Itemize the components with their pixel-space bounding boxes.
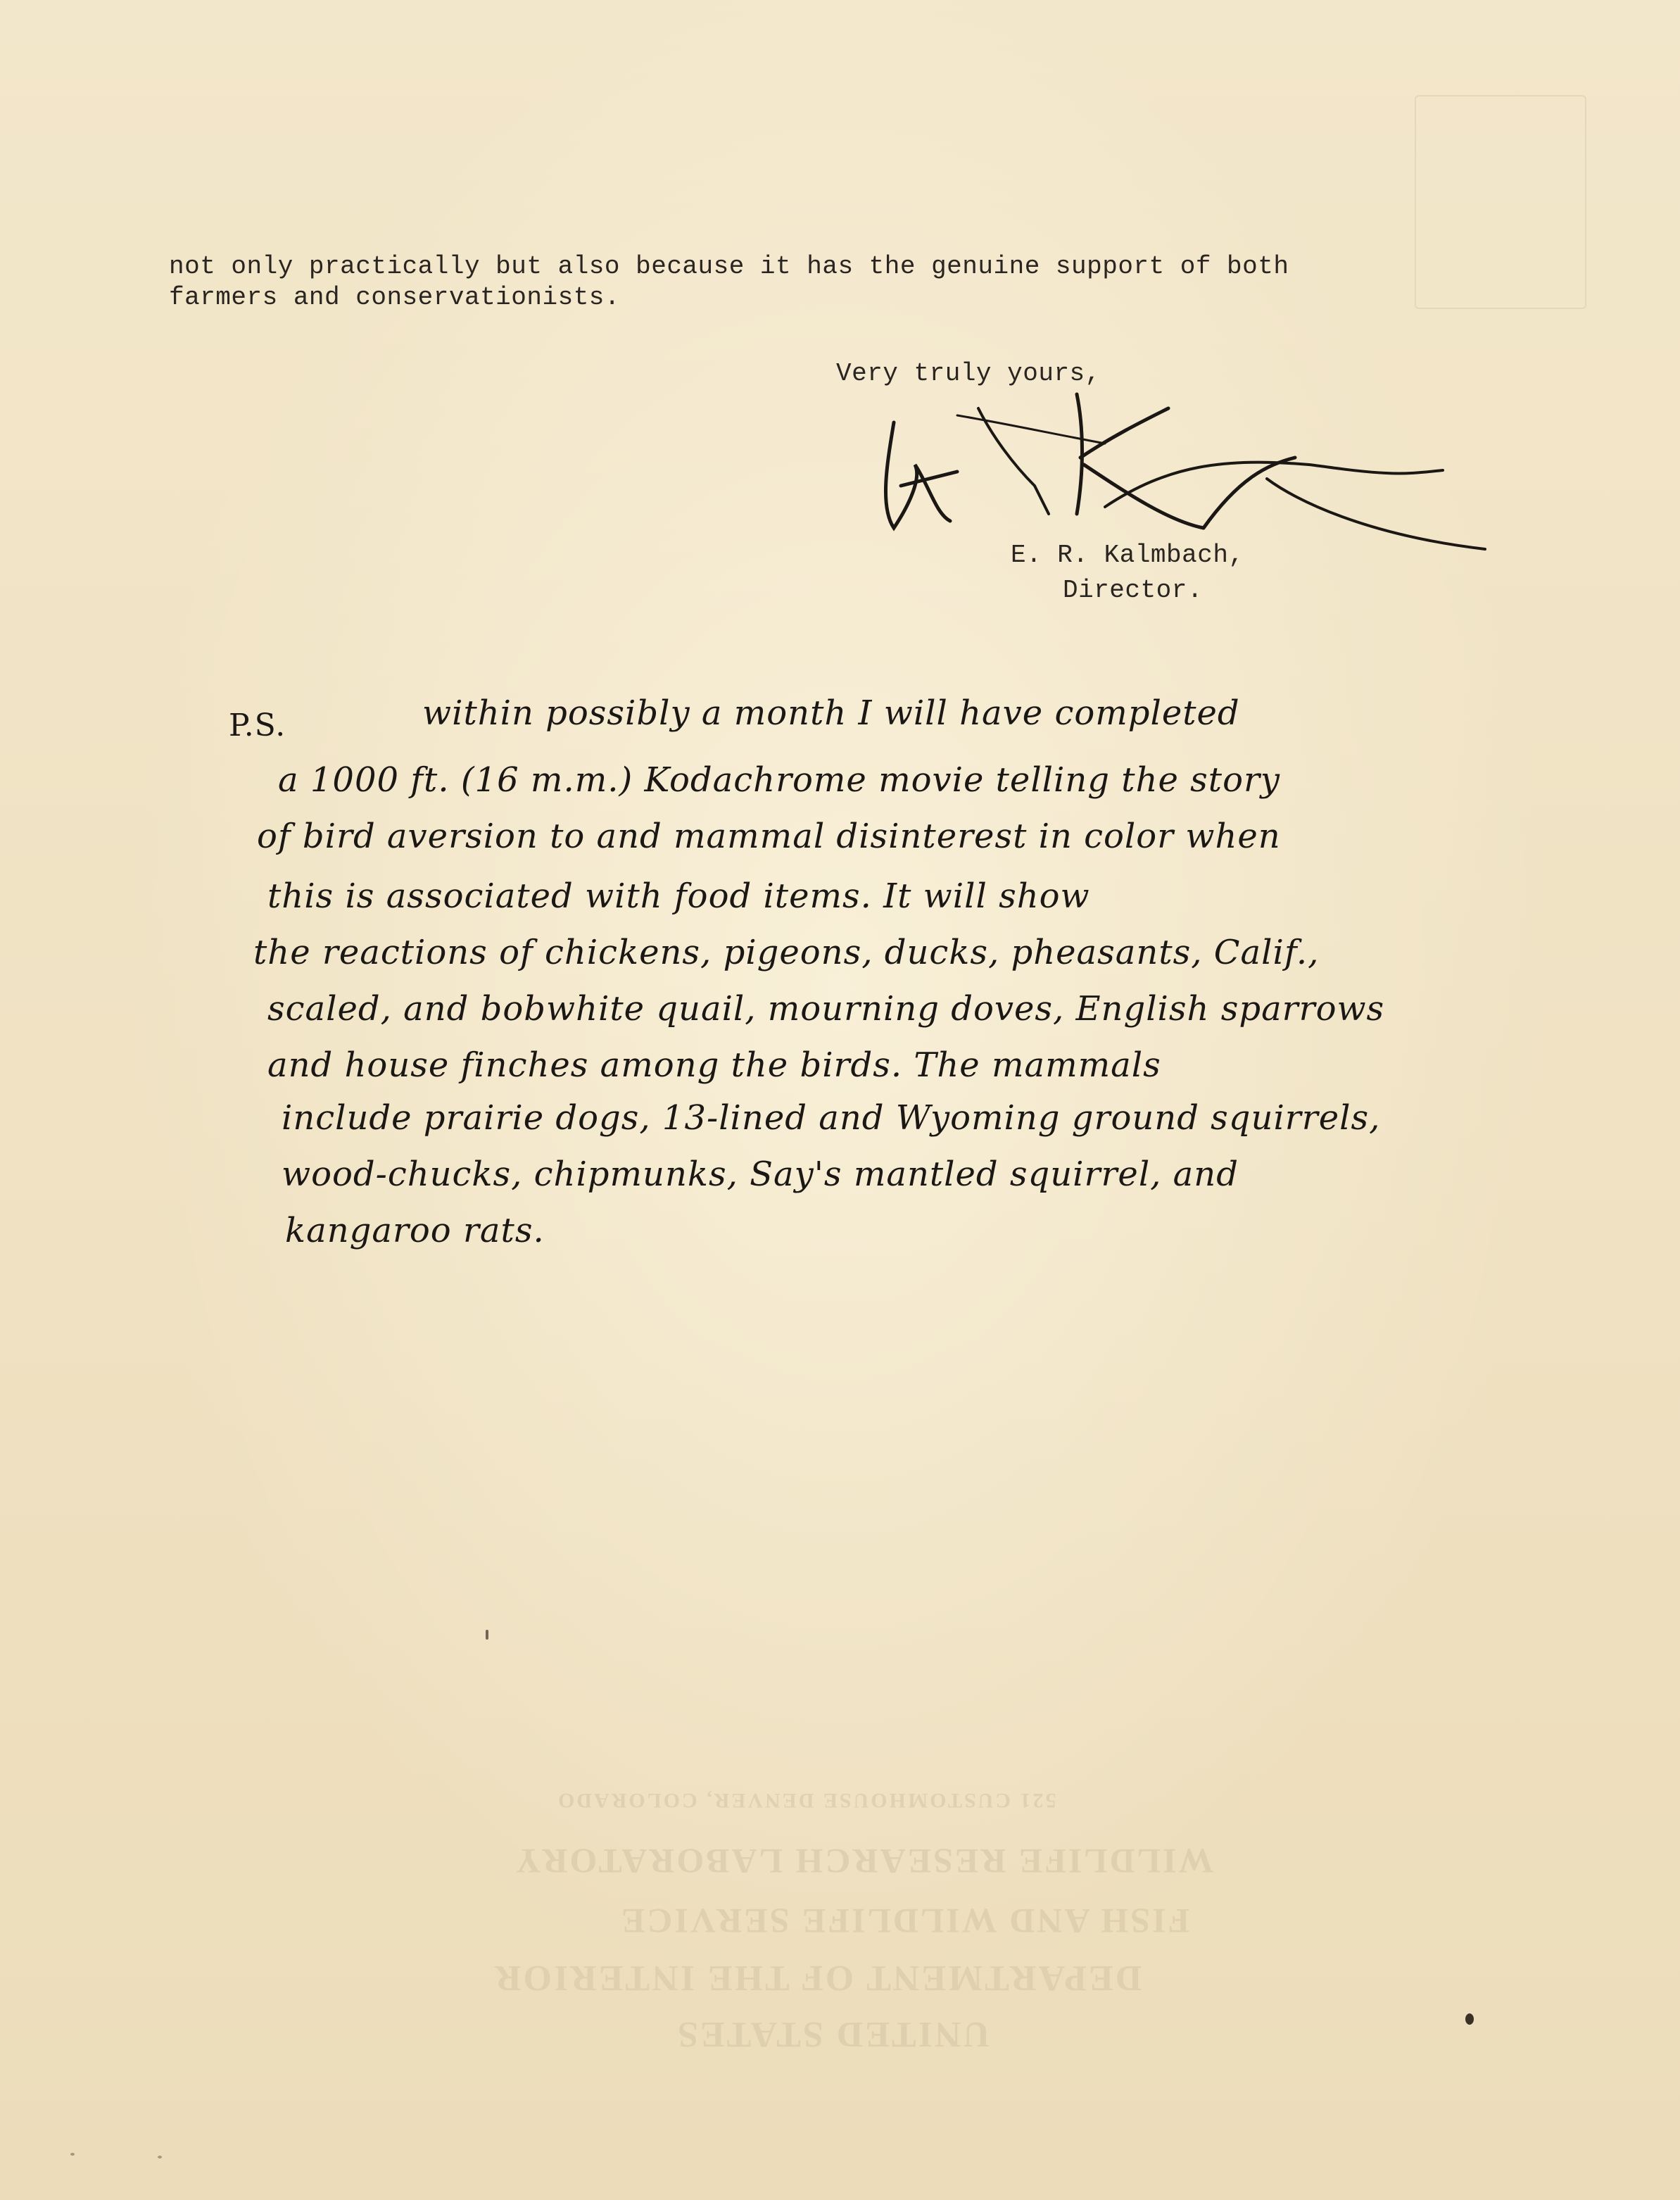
bleed-letterhead-3: FISH AND WILDLIFE SERVICE [619,1902,1190,1941]
ps-line-5: the reactions of chickens, pigeons, ducks, pheasants, Calif., [253,933,1320,972]
bleed-letterhead-5: 521 CUSTOMHOUSE DENVER, COLORADO [556,1789,1056,1812]
body-line-2: farmers and conservationists. [169,283,621,312]
ps-line-7: and house finches among the birds. The mammals [267,1045,1161,1085]
bleed-letterhead-2: DEPARTMENT OF THE INTERIOR [493,1958,1142,1998]
ps-line-6: scaled, and bobwhite quail, mourning doves, English sparrows [267,989,1385,1029]
ink-speck [486,1630,488,1640]
closing: Very truly yours, [836,359,1101,388]
postage-stamp-shadow [1415,95,1586,309]
ps-line-9: wood-chucks, chipmunks, Say's mantled squirrel, and [282,1155,1239,1194]
ps-line-10: kangaroo rats. [285,1211,545,1250]
ps-line-1: within possibly a month I will have completed [422,693,1240,733]
signer-title: Director. [1063,576,1203,605]
ink-speck [70,2153,75,2156]
handwritten-signature [873,380,1506,563]
ps-line-4: this is associated with food items. It will show [267,876,1090,916]
ps-label: P.S. [229,708,286,743]
ps-line-2: a 1000 ft. (16 m.m.) Kodachrome movie telling the story [278,760,1281,800]
ink-speck [158,2156,162,2158]
bleed-letterhead-1: UNITED STATES [676,2014,990,2054]
ps-line-3: of bird aversion to and mammal disinterest in color when [257,817,1281,856]
signer-name: E. R. Kalmbach, [1011,541,1244,570]
ps-line-8: include prairie dogs, 13-lined and Wyoming ground squirrels, [282,1098,1381,1138]
bleed-letterhead-4: WILDLIFE RESEARCH LABORATORY [514,1842,1214,1881]
ink-speck [1465,2013,1474,2025]
body-line-1: not only practically but also because it has the genuine support of both [169,252,1289,281]
